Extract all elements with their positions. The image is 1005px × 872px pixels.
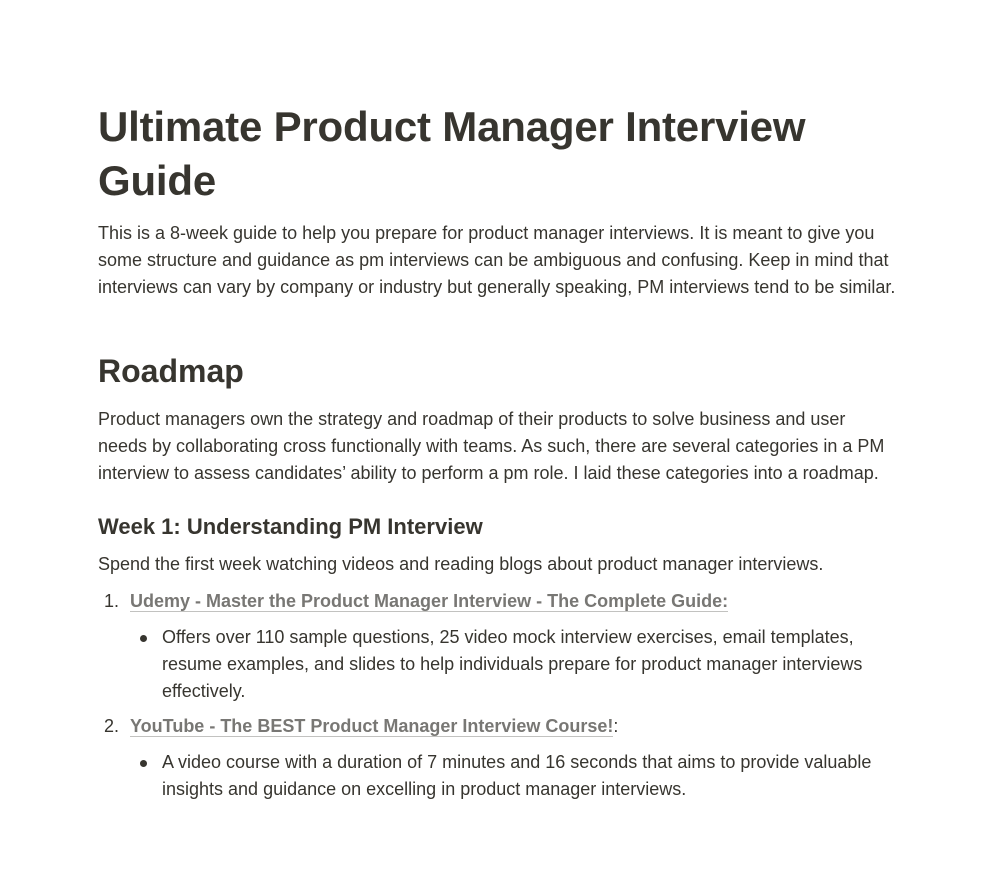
intro-paragraph: This is a 8-week guide to help you prepare for product manager interviews. It is meant to give you some structure and guidance as pm interviews can be ambiguous and confusing. Keep in mind that interviews can vary by company or industry but generally speaking, PM interviews tend to be similar. <box>98 223 896 297</box>
list-item <box>98 713 898 803</box>
link-suffix: : <box>613 716 619 736</box>
list-number: 1. <box>104 591 120 611</box>
bullet-dot-icon <box>140 760 147 767</box>
bullet-dot-icon <box>140 635 147 642</box>
resource-bullets <box>130 624 898 705</box>
youtube-course-link[interactable]: YouTube - The BEST Product Manager Interview Course! <box>130 716 614 736</box>
week-1-heading: Week 1: Understanding PM Interview <box>98 514 483 539</box>
list-item <box>98 588 898 705</box>
bullet-text: A video course with a duration of 7 minutes and 16 seconds that aims to provide valuable insights and guidance on excelling in product manager interviews. <box>162 752 872 799</box>
resource-bullets <box>130 749 898 803</box>
resource-title <box>130 588 898 615</box>
page-content <box>98 100 898 811</box>
resource-list <box>98 588 898 803</box>
list-number: 2. <box>104 716 120 736</box>
page-title: Ultimate Product Manager Interview Guide <box>98 103 806 204</box>
bullet-text: Offers over 110 sample questions, 25 video mock interview exercises, email templates, resume examples, and slides to help individuals prepare for product manager interviews effectively. <box>162 627 863 701</box>
roadmap-heading: Roadmap <box>98 353 244 389</box>
roadmap-description: Product managers own the strategy and roadmap of their products to solve business and user needs by collaborating cross functionally with teams. As such, there are several categories in a PM interview to assess candidates’ ability to perform a pm role. I laid these categories into a roadmap. <box>98 409 885 483</box>
resource-title <box>130 713 898 740</box>
week-1-description: Spend the first week watching videos and reading blogs about product manager interviews. <box>98 554 824 574</box>
list-item <box>130 624 898 705</box>
list-item <box>130 749 898 803</box>
udemy-course-link[interactable]: Udemy - Master the Product Manager Interview - The Complete Guide: <box>130 591 729 611</box>
